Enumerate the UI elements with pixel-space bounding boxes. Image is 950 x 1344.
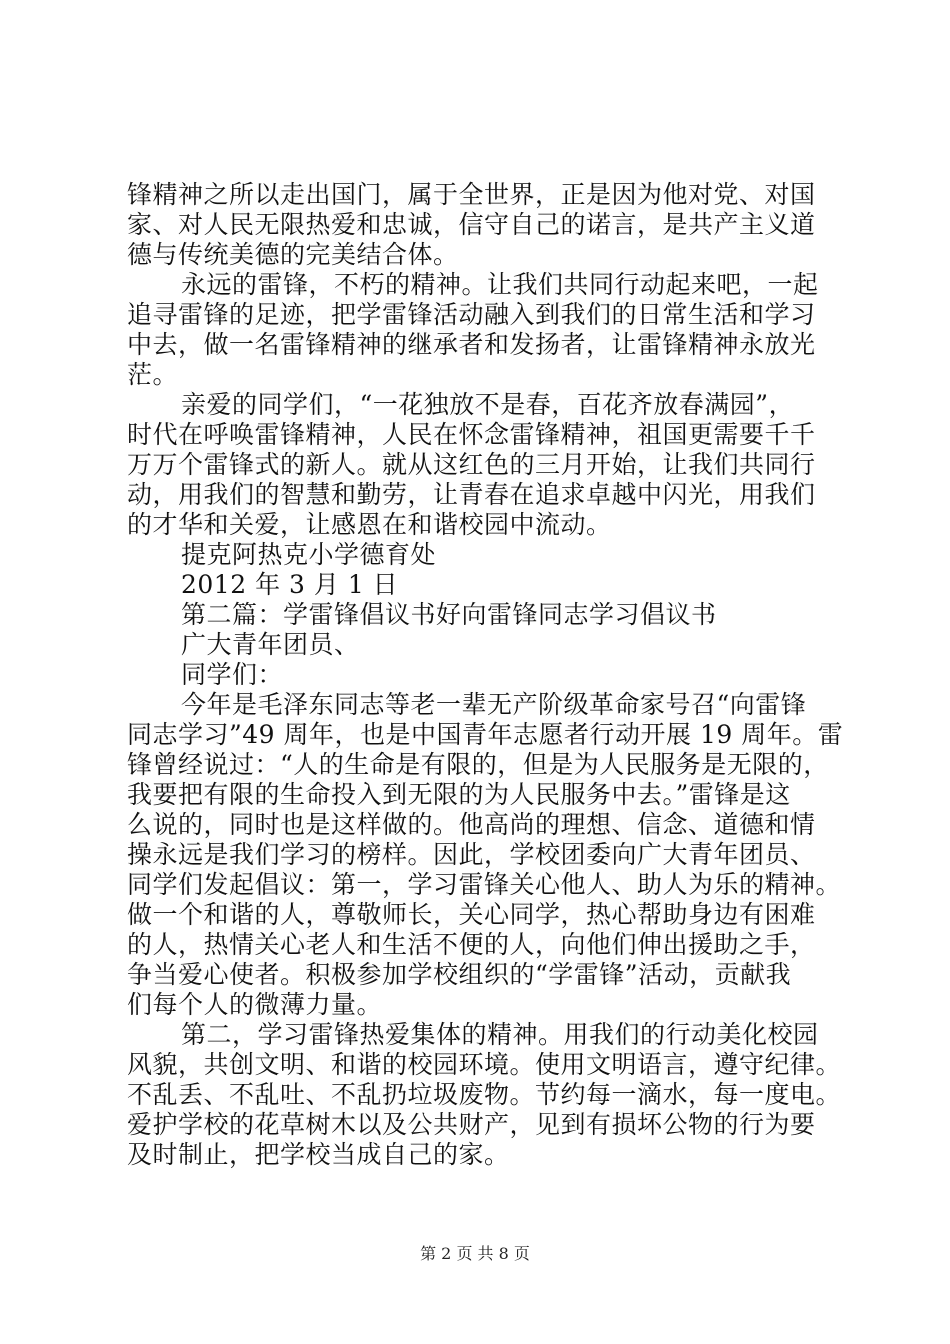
text-line: 中去，做一名雷锋精神的继承者和发扬者，让雷锋精神永放光 bbox=[127, 330, 816, 359]
text-line: 及时制止，把学校当成自己的家。 bbox=[127, 1140, 510, 1169]
text-line: 么说的，同时也是这样做的。他高尚的理想、信念、道德和情 bbox=[127, 810, 816, 839]
signature-org: 提克阿热克小学德育处 bbox=[181, 540, 437, 569]
text-line: 追寻雷锋的足迹，把学雷锋活动融入到我们的日常生活和学习 bbox=[127, 300, 816, 329]
text-line: 不乱丢、不乱吐、不乱扔垃圾废物。节约每一滴水，每一度电。 bbox=[127, 1080, 842, 1109]
text-line: 锋精神之所以走出国门，属于全世界，正是因为他对党、对国 bbox=[127, 180, 816, 209]
text-line: 德与传统美德的完美结合体。 bbox=[127, 240, 459, 269]
text-line: 时代在呼唤雷锋精神，人民在怀念雷锋精神，祖国更需要千千 bbox=[127, 420, 816, 449]
text-line: 家、对人民无限热爱和忠诚，信守自己的诺言，是共产主义道 bbox=[127, 210, 816, 239]
text-line: 们每个人的微薄力量。 bbox=[127, 990, 383, 1019]
page-indicator: 第 2 页 共 8 页 bbox=[420, 1244, 530, 1263]
text-line: 亲爱的同学们，“一花独放不是春，百花齐放春满园”， bbox=[181, 390, 795, 419]
text-line: 永远的雷锋，不朽的精神。让我们共同行动起来吧，一起 bbox=[181, 270, 819, 299]
text-line: 我要把有限的生命投入到无限的为人民服务中去。”雷锋是这 bbox=[127, 780, 791, 809]
text-line: 同志学习”49 周年，也是中国青年志愿者行动开展 19 周年。雷 bbox=[127, 720, 844, 749]
text-line: 锋曾经说过：“人的生命是有限的，但是为人民服务是无限的， bbox=[127, 750, 829, 779]
salutation: 同学们： bbox=[181, 660, 284, 689]
text-line: 万万个雷锋式的新人。就从这红色的三月开始，让我们共同行 bbox=[127, 450, 816, 479]
text-line: 的人，热情关心老人和生活不便的人，向他们伸出援助之手， bbox=[127, 930, 816, 959]
text-line: 做一个和谐的人，尊敬师长，关心同学，热心帮助身边有困难 bbox=[127, 900, 816, 929]
text-line: 争当爱心使者。积极参加学校组织的“学雷锋”活动，贡献我 bbox=[127, 960, 792, 989]
text-line: 今年是毛泽东同志等老一辈无产阶级革命家号召“向雷锋 bbox=[181, 690, 807, 719]
signature-date: 2012 年 3 月 1 日 bbox=[181, 570, 399, 599]
text-line: 的才华和关爱，让感恩在和谐校园中流动。 bbox=[127, 510, 612, 539]
text-line: 动，用我们的智慧和勤劳，让青春在追求卓越中闪光，用我们 bbox=[127, 480, 816, 509]
text-line: 爱护学校的花草树木以及公共财产，见到有损坏公物的行为要 bbox=[127, 1110, 816, 1139]
text-line: 茫。 bbox=[127, 360, 179, 389]
salutation: 广大青年团员、 bbox=[181, 630, 360, 659]
text-line: 操永远是我们学习的榜样。因此，学校团委向广大青年团员、 bbox=[127, 840, 816, 869]
text-line: 同学们发起倡议：第一，学习雷锋关心他人、助人为乐的精神。 bbox=[127, 870, 842, 899]
section-heading: 第二篇：学雷锋倡议书好向雷锋同志学习倡议书 bbox=[181, 600, 717, 629]
text-line: 第二，学习雷锋热爱集体的精神。用我们的行动美化校园 bbox=[181, 1020, 819, 1049]
text-line: 风貌，共创文明、和谐的校园环境。使用文明语言，遵守纪律。 bbox=[127, 1050, 842, 1079]
